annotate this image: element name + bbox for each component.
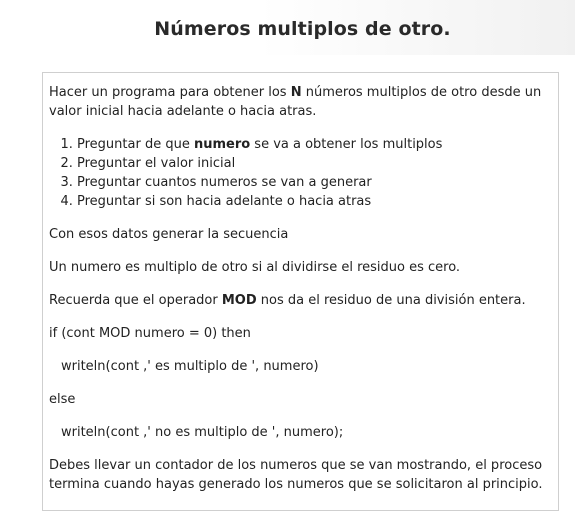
intro-text-2: números multiplos de otro desde un valor inicial hacia adelante o hacia atras. [49, 85, 546, 119]
mod-note-text-1: Recuerda que el operador [49, 293, 222, 308]
page-title: Números multiplos de otro. [154, 18, 451, 40]
step-item-3: 3. Preguntar cuantos numeros se van a generar [77, 173, 552, 192]
mod-operator-bold: MOD [221, 293, 257, 308]
step-1-text-2: se va a obtener los multiplos [250, 137, 443, 152]
step-item-2: 2. Preguntar el valor inicial [77, 154, 552, 173]
mod-note-paragraph [49, 291, 552, 310]
step-1-text-1: Preguntar de que [77, 137, 194, 152]
code-if-line: if (cont MOD numero = 0) then [49, 326, 251, 341]
intro-bold-n: N [290, 85, 302, 100]
mod-note-text-2: nos da el residuo de una división entera. [256, 293, 526, 308]
intro-paragraph [49, 83, 552, 121]
exercise-content-box [42, 72, 559, 511]
steps-list [49, 135, 552, 211]
code-else-statement: writeln(cont ,' no es multiplo de ', numero); [61, 425, 344, 440]
step-item-4: 4. Preguntar si son hacia adelante o hacia atras [77, 192, 552, 211]
definition-paragraph: Un numero es multiplo de otro si al dividirse el residuo es cero. [49, 260, 461, 275]
code-else-line: else [49, 392, 76, 407]
intro-text-1: Hacer un programa para obtener los [49, 85, 291, 100]
step-item-1 [77, 135, 552, 154]
closing-paragraph: Debes llevar un contador de los numeros que se van mostrando, el proceso termina cuando hayas generado los numeros que se solicitaron al principio. [49, 458, 547, 492]
sequence-note: Con esos datos generar la secuencia [49, 227, 289, 242]
code-then-statement: writeln(cont ,' es multiplo de ', numero) [61, 359, 319, 374]
step-1-bold: numero [193, 137, 251, 152]
